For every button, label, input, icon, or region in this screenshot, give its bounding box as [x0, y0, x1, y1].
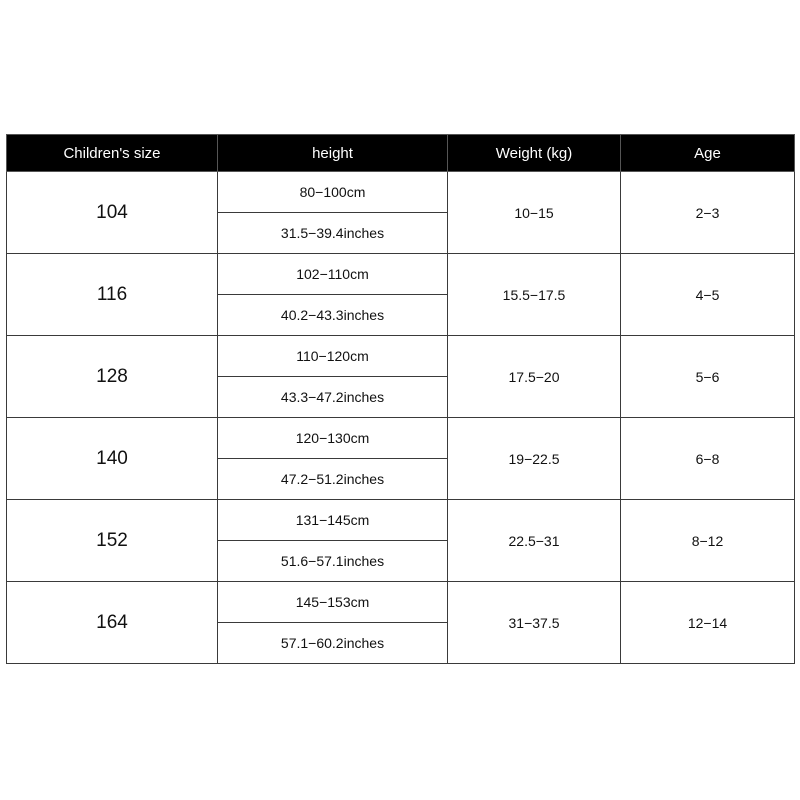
table-row: [7, 582, 795, 664]
header-age: Age: [621, 135, 795, 172]
table-row: [7, 254, 795, 336]
height-cm: 131−145cm: [218, 500, 447, 541]
age-cell: 12−14: [621, 582, 795, 664]
table-body: [7, 172, 795, 664]
size-cell: 152: [7, 500, 218, 582]
age-cell: 6−8: [621, 418, 795, 500]
size-cell: 128: [7, 336, 218, 418]
height-cell: [218, 582, 448, 664]
height-inches: 47.2−51.2inches: [280, 471, 385, 487]
age-cell: 8−12: [621, 500, 795, 582]
height-inches: 57.1−60.2inches: [280, 635, 385, 651]
table-row: [7, 336, 795, 418]
size-cell: 140: [7, 418, 218, 500]
height-inches: 31.5−39.4inches: [280, 225, 385, 241]
size-cell: 104: [7, 172, 218, 254]
weight-cell: 22.5−31: [448, 500, 621, 582]
header-weight: Weight (kg): [448, 135, 621, 172]
size-cell: 116: [7, 254, 218, 336]
height-inches: 43.3−47.2inches: [280, 389, 385, 405]
age-cell: 2−3: [621, 172, 795, 254]
height-cell: [218, 500, 448, 582]
weight-cell: 15.5−17.5: [448, 254, 621, 336]
height-inches: 40.2−43.3inches: [280, 307, 385, 323]
weight-cell: 31−37.5: [448, 582, 621, 664]
height-cm: 120−130cm: [218, 418, 447, 459]
table-row: [7, 172, 795, 254]
height-cm: 102−110cm: [218, 254, 447, 295]
header-row: [7, 135, 795, 172]
weight-cell: 19−22.5: [448, 418, 621, 500]
height-cell: [218, 418, 448, 500]
weight-cell: 10−15: [448, 172, 621, 254]
age-cell: 5−6: [621, 336, 795, 418]
height-cell: [218, 172, 448, 254]
size-chart-table: [6, 134, 795, 664]
table-header: [7, 135, 795, 172]
age-cell: 4−5: [621, 254, 795, 336]
weight-cell: 17.5−20: [448, 336, 621, 418]
header-childrens-size: Children's size: [7, 135, 218, 172]
height-cell: [218, 254, 448, 336]
table-row: [7, 500, 795, 582]
height-cell: [218, 336, 448, 418]
size-cell: 164: [7, 582, 218, 664]
height-cm: 110−120cm: [218, 336, 447, 377]
table-row: [7, 418, 795, 500]
height-cm: 80−100cm: [218, 172, 447, 213]
header-height: height: [218, 135, 448, 172]
height-cm: 145−153cm: [218, 582, 447, 623]
height-inches: 51.6−57.1inches: [280, 553, 385, 569]
